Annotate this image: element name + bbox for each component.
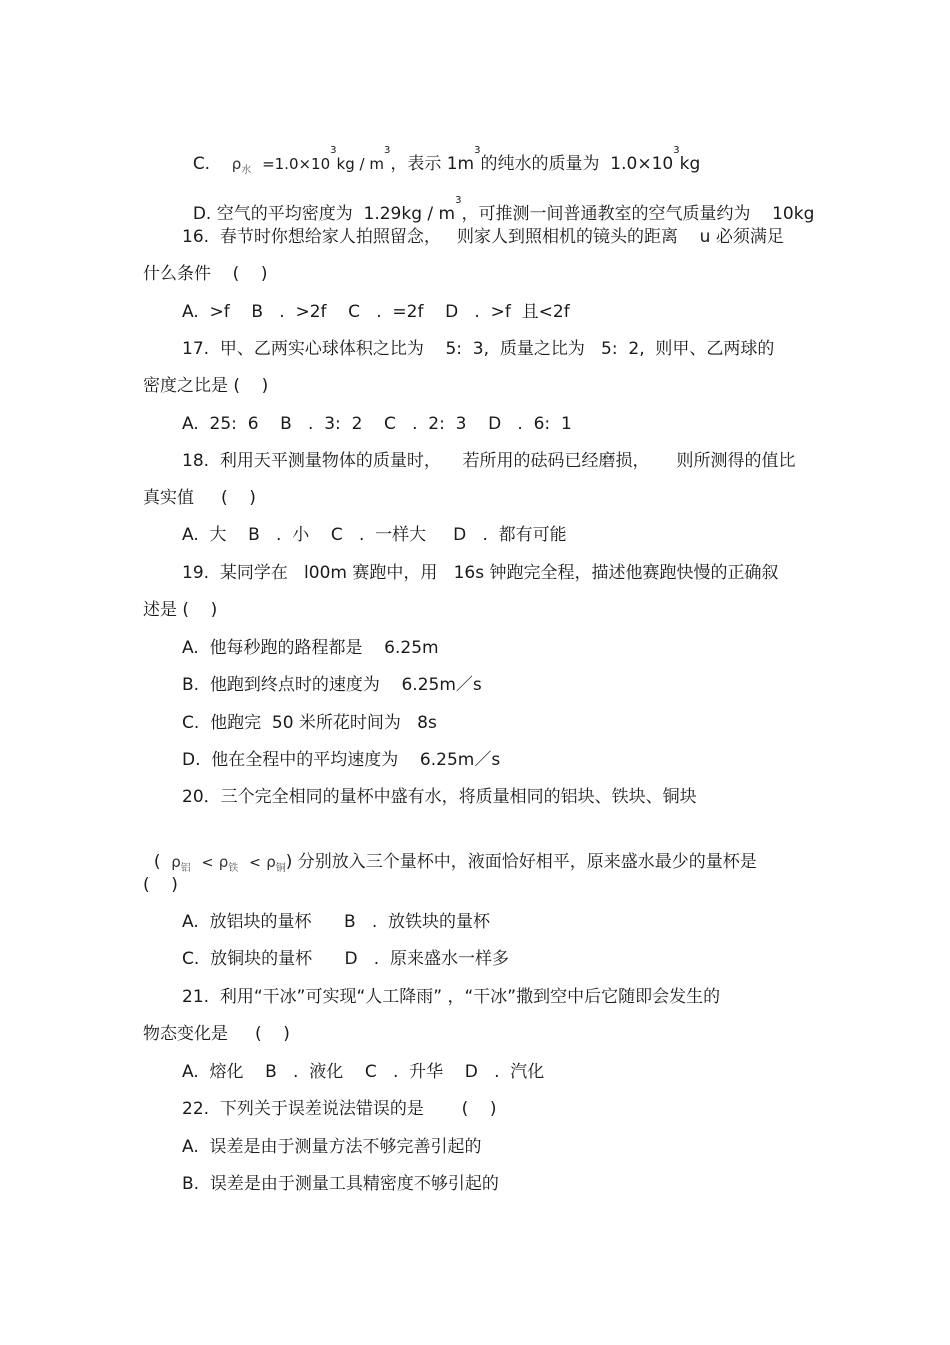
q17-options: A. 25: 6 B . 3: 2 C . 2: 3 D . 6: 1	[182, 414, 572, 434]
q17-stem: 17. 甲、乙两实心球体积之比为 5: 3, 质量之比为 5: 2, 则甲、乙两球的	[182, 339, 775, 359]
subscript-copper: 铜	[275, 863, 286, 874]
density-unit: kg / m	[336, 155, 384, 173]
exponent: 3	[383, 145, 391, 156]
q15-option-d	[182, 181, 814, 225]
subscript-iron: 铁	[228, 863, 239, 874]
q19-option-d: D. 他在全程中的平均速度为 6.25m／s	[182, 750, 501, 770]
q19-option-c: C. 他跑完 50 米所花时间为 8s	[182, 713, 437, 733]
text-segment: D. 空气的平均密度为 1.29kg / m	[192, 204, 456, 224]
paren: (	[153, 852, 161, 872]
q19-stem-cont: 述是 ( )	[143, 600, 218, 620]
text-segment: ，可推测一间普通教室的空气质量约为 10kg	[461, 204, 815, 224]
q15-option-c	[182, 131, 700, 178]
q16-stem-cont: 什么条件 ( )	[143, 264, 268, 284]
q20-options-cd: C. 放铜块的量杯 D . 原来盛水一样多	[182, 949, 510, 969]
text-segment: ，表示 1m	[390, 154, 475, 174]
subscript-water: 水	[241, 165, 252, 176]
q21-options: A. 熔化 B . 液化 C . 升华 D . 汽化	[182, 1062, 545, 1082]
less-than: <	[249, 855, 261, 871]
option-label: C.	[192, 154, 211, 174]
q19-option-b: B. 他跑到终点时的速度为 6.25m／s	[182, 675, 482, 695]
text-segment: ) 分别放入三个量杯中，液面恰好相平，原来盛水最少的量杯是	[285, 852, 757, 872]
exponent: 3	[474, 145, 481, 156]
density-value: =1.0×10	[262, 155, 331, 173]
subscript-aluminum: 铝	[180, 863, 191, 874]
exponent: 3	[330, 145, 337, 156]
exponent: 3	[673, 145, 680, 156]
q17-stem-cont: 密度之比是 ( )	[143, 376, 269, 396]
q19-stem: 19. 某同学在 l00m 赛跑中，用 16s 钟跑完全程，描述他赛跑快慢的正确叙	[182, 563, 779, 583]
less-than: <	[201, 855, 214, 871]
q21-stem-cont: 物态变化是 ( )	[143, 1024, 290, 1044]
rho-symbol: ρ	[266, 853, 276, 871]
q22-stem: 22. 下列关于误差说法错误的是 ( )	[182, 1099, 497, 1119]
q18-options: A. 大 B . 小 C . 一样大 D . 都有可能	[182, 525, 567, 545]
q22-option-b: B. 误差是由于测量工具精密度不够引起的	[182, 1174, 499, 1194]
q20-options-ab: A. 放铝块的量杯 B . 放铁块的量杯	[182, 912, 491, 932]
rho-symbol: ρ	[218, 853, 229, 871]
q16-stem: 16. 春节时你想给家人拍照留念， 则家人到照相机的镜头的距离 u 必须满足	[182, 227, 784, 247]
text-segment: 的纯水的质量为 1.0×10	[480, 154, 674, 174]
q16-options: A. >f B . >2f C . =2f D . >f 且<2f	[182, 302, 570, 322]
exponent: 3	[455, 195, 462, 206]
q18-stem-cont: 真实值 ( )	[143, 488, 256, 508]
rho-symbol: ρ	[231, 155, 242, 173]
rho-symbol: ρ	[171, 853, 181, 871]
q22-option-a: A. 误差是由于测量方法不够完善引起的	[182, 1137, 482, 1157]
q20-stem: 20．三个完全相同的量杯中盛有水，将质量相同的铝块、铁块、铜块	[182, 787, 697, 807]
q19-option-a: A. 他每秒跑的路程都是 6.25m	[182, 638, 439, 658]
q18-stem: 18. 利用天平测量物体的质量时， 若所用的砝码已经磨损， 则所测得的值比	[182, 451, 796, 471]
q20-stem-cont	[143, 829, 757, 876]
q20-stem-paren: ( )	[143, 875, 178, 895]
q21-stem: 21. 利用“干冰”可实现“人工降雨” ，“干冰”撒到空中后它随即会发生的	[182, 987, 721, 1007]
mass-unit: kg	[679, 154, 701, 174]
